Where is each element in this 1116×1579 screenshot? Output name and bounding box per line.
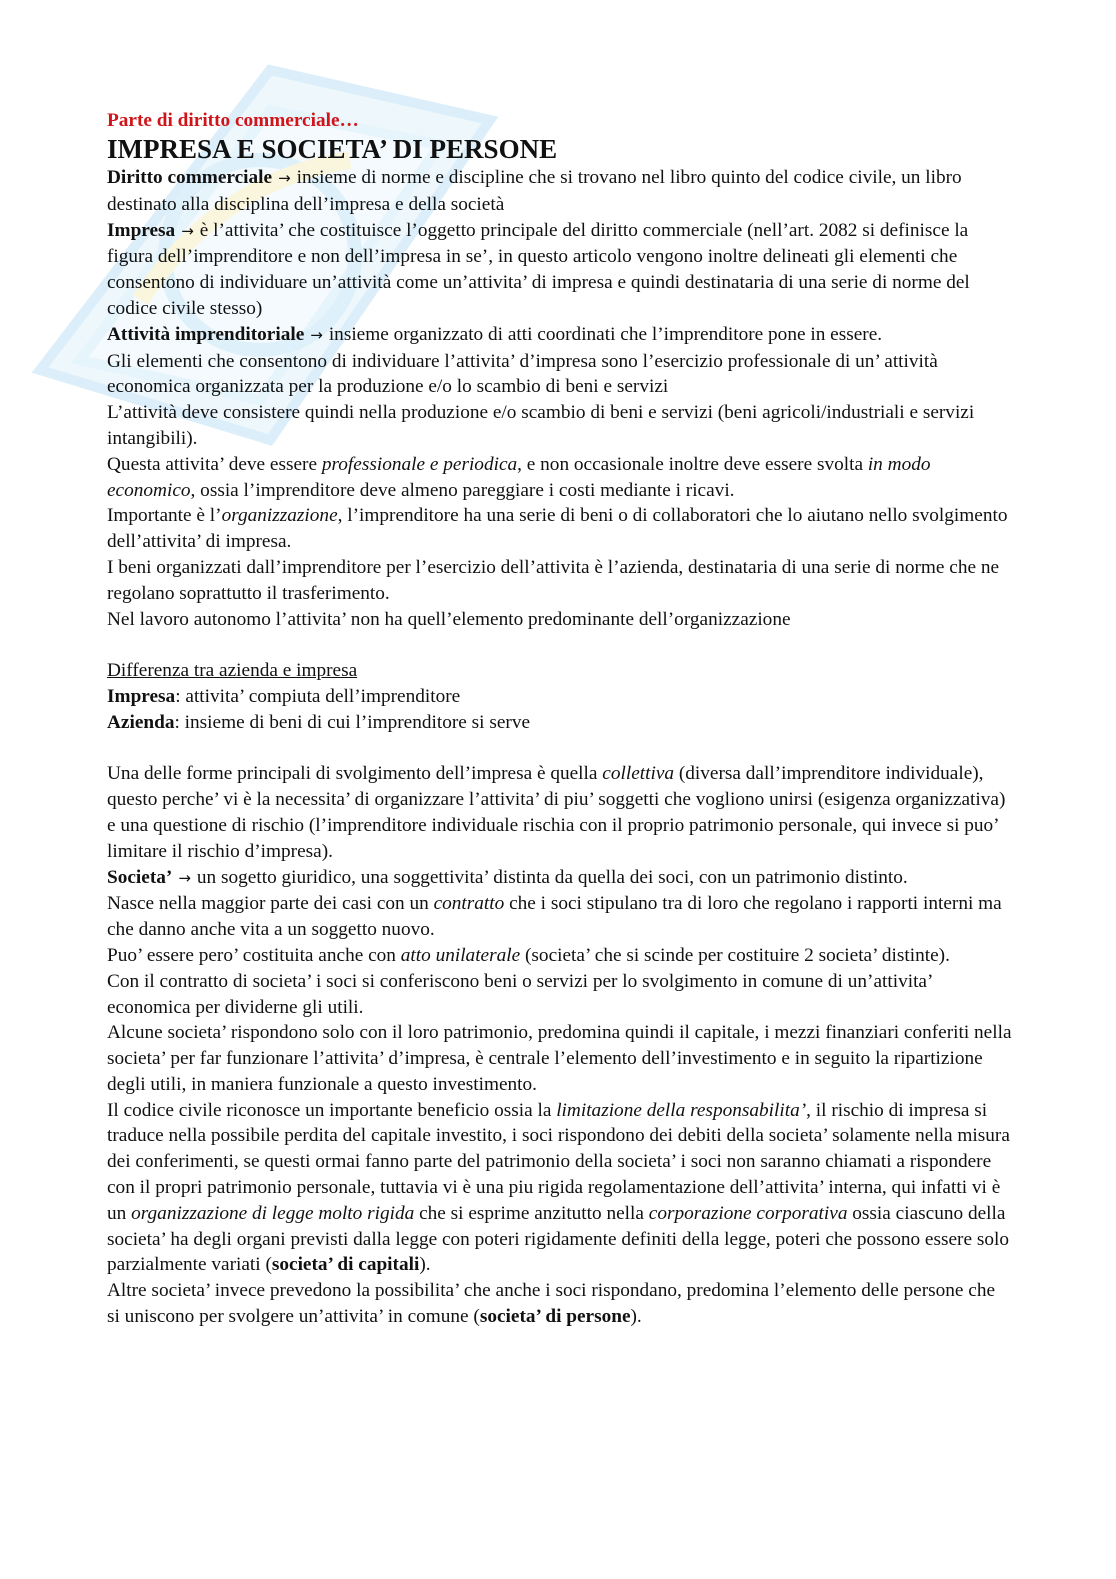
term-attivita-imprenditoriale: Attività imprenditoriale: [107, 323, 305, 345]
paragraph-attivita-imprenditoriale: Attività imprenditoriale → insieme organizzato di atti coordinati che l’imprenditore pone in essere.: [107, 323, 883, 345]
term-societa: Societa’: [107, 866, 173, 888]
paragraph-societa: Societa’ → un sogetto giuridico, una soggettivita’ distinta da quella dei soci, con un patrimonio distinto.: [107, 866, 908, 888]
document-subtitle: Parte di diritto commerciale…: [107, 110, 359, 131]
paragraph: Nasce nella maggior parte dei casi con un contratto che i soci stipulano tra di loro che regolano i rapporti interni ma che danno anche vita a un soggetto nuovo.: [107, 893, 1002, 941]
paragraph: Con il contratto di societa’ i soci si conferiscono beni o servizi per lo svolgimento in comune di un’attivita’ economica per dividerne gli utili.: [107, 970, 932, 1018]
paragraph: Una delle forme principali di svolgimento dell’impresa è quella collettiva (diversa dall’imprenditore individuale), questo perche’ vi è la necessita’ di organizzare l’attivita’ di piu’ soggetti che vogliono unirsi (esigenza organizzativa) e una questione di rischio (l’imprenditore individuale rischia con il proprio patrimonio personale, qui invece si puo’ limitare il rischio d’impresa).: [107, 763, 1006, 862]
arrow-icon: →: [178, 868, 191, 887]
definition-azienda: Azienda: insieme di beni di cui l’imprenditore si serve: [107, 711, 531, 733]
document-title: IMPRESA E SOCIETA’ DI PERSONE: [107, 134, 558, 164]
spacer: [107, 632, 1012, 658]
paragraph: Alcune societa’ rispondono solo con il loro patrimonio, predomina quindi il capitale, i mezzi finanziari conferiti nella societa’ per far funzionare l’attivita’ d’impresa, è centrale l’elemento dell’investimento e in seguito la ripartizione degli utili, in maniera funzionale a questo investimento.: [107, 1022, 1012, 1095]
term-impresa: Impresa: [107, 219, 176, 241]
paragraph-impresa: Impresa → è l’attivita’ che costituisce l’oggetto principale del diritto commerciale (nell’art. 2082 si definisce la figura dell’imprenditore e non dell’impresa in se’, in questo articolo vengono inoltre delineati gli elementi che consentono di individuare un’attività come un’attivita’ di impresa e quindi destinataria di una serie di norme del codice civile stesso): [107, 219, 970, 319]
paragraph: Gli elementi che consentono di individuare l’attivita’ d’impresa sono l’esercizio professionale di un’ attività economica organizzata per la produzione e/o lo scambio di beni e servizi: [107, 350, 938, 398]
arrow-icon: →: [310, 325, 323, 344]
paragraph-diritto-commerciale: Diritto commerciale → insieme di norme e discipline che si trovano nel libro quinto del codice civile, un libro destinato alla disciplina dell’impresa e della società: [107, 167, 962, 215]
paragraph: Importante è l’organizzazione, l’imprenditore ha una serie di beni o di collaboratori che lo aiutano nello svolgimento dell’attivita’ di impresa.: [107, 505, 1008, 553]
section-heading: Differenza tra azienda e impresa: [107, 660, 358, 682]
definition-impresa: Impresa: attivita’ compiuta dell’imprenditore: [107, 685, 461, 707]
paragraph: Questa attivita’ deve essere professionale e periodica, e non occasionale inoltre deve essere svolta in modo economico, ossia l’imprenditore deve almeno pareggiare i costi mediante i ricavi.: [107, 453, 931, 501]
paragraph: I beni organizzati dall’imprenditore per l’esercizio dell’attivita è l’azienda, destinataria di una serie di norme che ne regolano soprattutto il trasferimento.: [107, 556, 1000, 604]
paragraph: L’attività deve consistere quindi nella produzione e/o scambio di beni e servizi (beni agricoli/industriali e servizi intangibili).: [107, 402, 975, 449]
paragraph: Puo’ essere pero’ costituita anche con atto unilaterale (societa’ che si scinde per costituire 2 societa’ distinte).: [107, 944, 950, 966]
spacer: [107, 736, 1012, 762]
arrow-icon: →: [181, 221, 194, 240]
term-diritto-commerciale: Diritto commerciale: [107, 167, 273, 188]
paragraph: Il codice civile riconosce un importante beneficio ossia la limitazione della responsabilita’, il rischio di impresa si traduce nella possibile perdita del capitale investito, i soci rispondono dei debiti della societa’ solamente nella misura dei conferimenti, se questi ormai fanno parte del patrimonio della societa’ i soci non saranno chiamati a rispondere con il propri patrimonio personale, tuttavia vi è una piu rigida regolamentazione dell’attivita’ interna, qui infatti vi è un organizzazione di legge molto rigida che si esprime anzitutto nella corporazione corporativa ossia ciascuno della societa’ ha degli organi previsti dalla legge con poteri rigidamente definiti della legge, poteri che possono essere solo parzialmente variati (societa’ di capitali).: [107, 1099, 1010, 1276]
paragraph: Nel lavoro autonomo l’attivita’ non ha quell’elemento predominante dell’organizzazione: [107, 608, 791, 630]
paragraph: Altre societa’ invece prevedono la possibilita’ che anche i soci rispondano, predomina l’elemento delle persone che si uniscono per svolgere un’attivita’ in comune (societa’ di persone).: [107, 1280, 996, 1328]
arrow-icon: →: [278, 169, 291, 187]
document-page: [107, 108, 1012, 1330]
